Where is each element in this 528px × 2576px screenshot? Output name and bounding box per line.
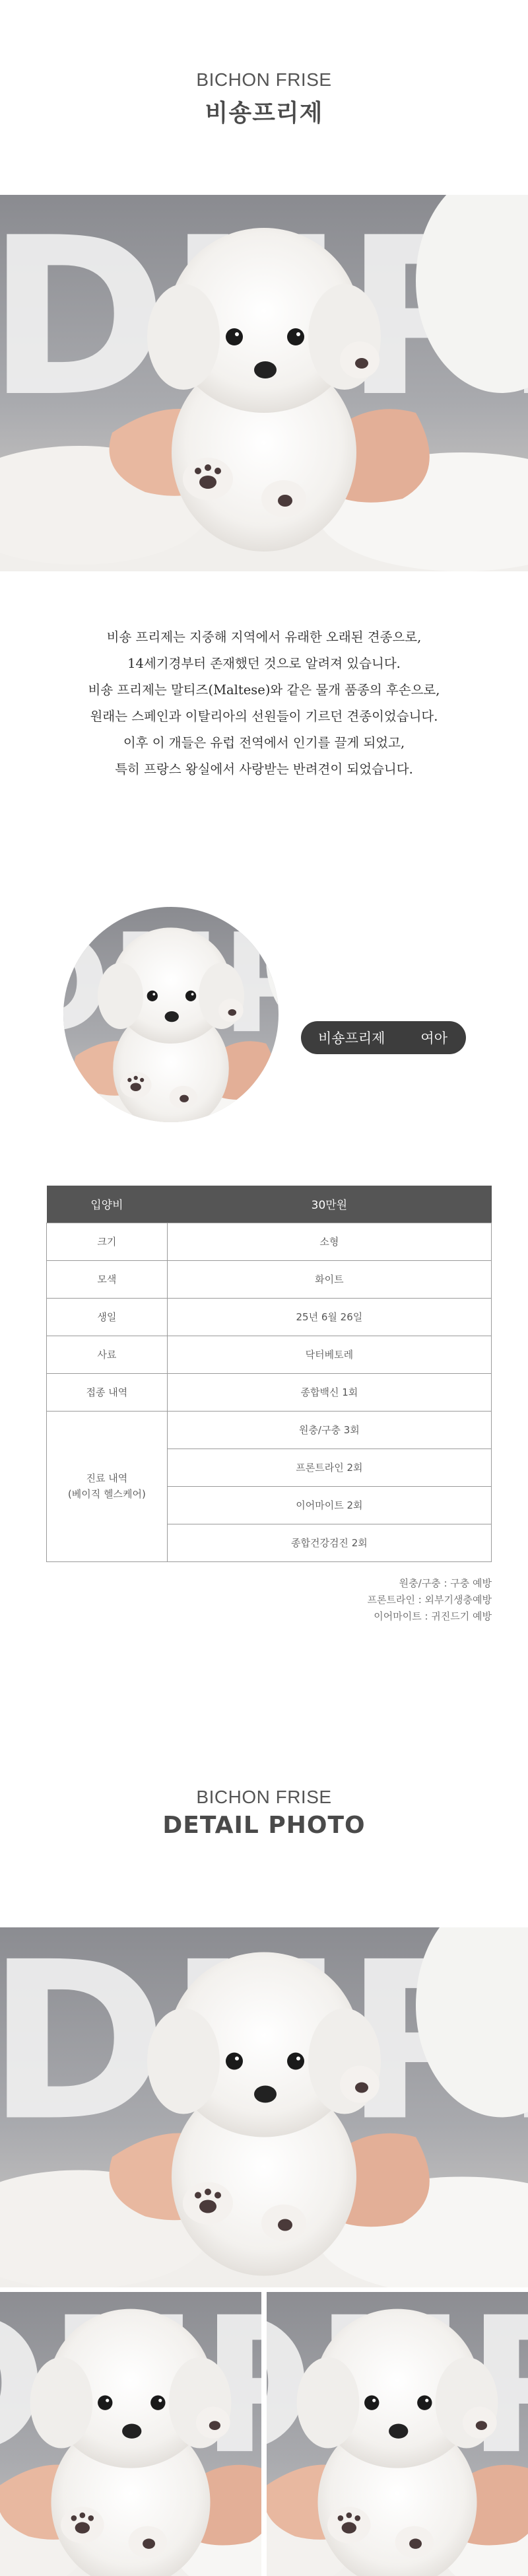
hero-photo: [0, 195, 528, 571]
header-section: [0, 69, 528, 128]
care-item: 프론트라인 2회: [167, 1449, 491, 1486]
row-label: 크기: [47, 1223, 168, 1260]
detail-section-header: [0, 1787, 528, 1839]
profile-photo: [63, 907, 279, 1122]
table-header-row: [47, 1186, 492, 1223]
header-title: 비숑프리제: [205, 100, 323, 127]
care-label-line: 진료 내역: [86, 1472, 128, 1484]
row-label: 생일: [47, 1298, 168, 1336]
breed-gender-badge: [301, 1021, 466, 1054]
intro-line: 원래는 스페인과 이탈리아의 선원들이 기르던 견종이었습니다.: [90, 709, 438, 724]
care-history-label: [47, 1411, 168, 1561]
care-notes: [368, 1575, 492, 1625]
breed-label: 비숑프리제: [318, 1030, 385, 1046]
detail-photo-right: [267, 2292, 528, 2576]
row-label: 모색: [47, 1260, 168, 1298]
care-label-line: (베이직 헬스케어): [67, 1488, 146, 1500]
intro-line: 이후 이 개들은 유럽 전역에서 인기를 끌게 되었고,: [123, 735, 405, 750]
adoption-fee-value: 30만원: [167, 1186, 491, 1223]
table-row: [47, 1298, 492, 1336]
intro-description: [0, 624, 528, 783]
adoption-fee-label: 입양비: [47, 1186, 168, 1223]
note-line: 프론트라인 : 외부기생충예방: [367, 1594, 492, 1606]
intro-line: 비숑 프리제는 지중해 지역에서 유래한 오래된 견종으로,: [106, 629, 422, 645]
info-table: [46, 1186, 492, 1562]
intro-line: 특히 프랑스 왕실에서 사랑받는 반려견이 되었습니다.: [115, 762, 413, 777]
detail-photo-large: [0, 1927, 528, 2287]
care-item: 원충/구충 3회: [167, 1411, 491, 1449]
detail-subtitle: BICHON FRISE: [196, 1787, 332, 1807]
care-item: 종합건강검진 2회: [167, 1524, 491, 1561]
detail-photo-left: [0, 2292, 261, 2576]
intro-line: 비숑 프리제는 말티즈(Maltese)와 같은 물개 품종의 후손으로,: [88, 682, 440, 698]
table-row: [47, 1223, 492, 1260]
table-row: [47, 1373, 492, 1411]
note-line: 원충/구충 : 구충 예방: [399, 1577, 492, 1589]
gender-label: 여아: [420, 1030, 447, 1046]
row-value: 25년 6월 26일: [167, 1298, 491, 1336]
detail-title: DETAIL PHOTO: [162, 1812, 366, 1839]
row-label: 사료: [47, 1336, 168, 1373]
row-value: 닥터베토레: [167, 1336, 491, 1373]
row-value: 화이트: [167, 1260, 491, 1298]
table-row: [47, 1260, 492, 1298]
note-line: 이어마이트 : 귀진드기 예방: [374, 1610, 492, 1622]
row-value: 소형: [167, 1223, 491, 1260]
intro-line: 14세기경부터 존재했던 것으로 알려져 있습니다.: [127, 656, 401, 671]
row-value: 종합백신 1회: [167, 1373, 491, 1411]
header-subtitle: BICHON FRISE: [196, 69, 332, 90]
care-item: 이어마이트 2회: [167, 1486, 491, 1524]
table-row: [47, 1411, 492, 1449]
table-row: [47, 1336, 492, 1373]
row-label: 접종 내역: [47, 1373, 168, 1411]
